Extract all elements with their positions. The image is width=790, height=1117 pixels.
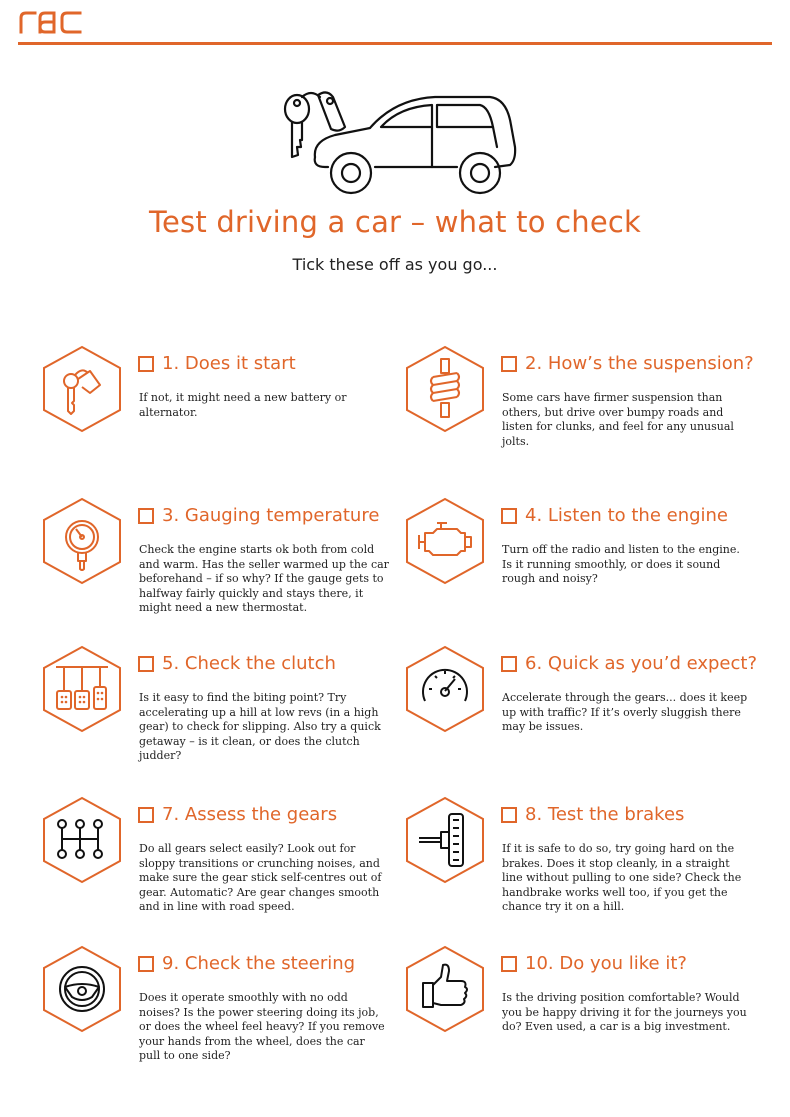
checkbox[interactable] (138, 956, 154, 972)
checklist-item-6 (405, 645, 785, 745)
checklist-item-3 (42, 497, 422, 627)
temperature-gauge-icon (42, 497, 122, 585)
item-heading: 6. Quick as you’d expect? (525, 653, 758, 674)
checkbox[interactable] (501, 656, 517, 672)
checkbox[interactable] (138, 656, 154, 672)
checkbox[interactable] (501, 807, 517, 823)
thumbs-up-icon (405, 945, 485, 1033)
item-body: Is it easy to find the biting point? Try accelerating up a hill at low revs (in a high gear) to check for slipping. Also try a quick getaway – is it clean, or does the clutch judder? (139, 691, 381, 762)
rac-logo (18, 8, 84, 36)
item-body: Some cars have firmer suspension than others, but drive over bumpy roads and listen for clunks, and feel for any unusual jolts. (502, 391, 734, 448)
item-heading: 5. Check the clutch (162, 653, 336, 674)
checklist-item-7 (42, 796, 422, 926)
steering-wheel-icon (42, 945, 122, 1033)
item-heading: 7. Assess the gears (162, 804, 338, 825)
item-body: If it is safe to do so, try going hard on the brakes. Does it stop cleanly, in a straight line without pulling to one side? Check the handbrake works well too, if you get the chance try it on a hill. (502, 842, 742, 913)
pedals-icon (42, 645, 122, 733)
page-subtitle: Tick these off as you go... (292, 255, 498, 274)
gear-stick-icon (42, 796, 122, 884)
page-title: Test driving a car – what to check (149, 205, 641, 239)
checklist-item-1 (42, 345, 422, 445)
checklist-item-8 (405, 796, 785, 936)
item-body: Do all gears select easily? Look out for sloppy transitions or crunching noises, and make sure the gear stick self-centres out of gear. Automatic? Are gear changes smooth and in line with road speed. (139, 842, 382, 913)
checkbox[interactable] (138, 508, 154, 524)
checkbox[interactable] (501, 356, 517, 372)
checkbox[interactable] (501, 956, 517, 972)
item-body: Accelerate through the gears... does it keep up with traffic? If it’s overly sluggish there may be issues. (502, 691, 748, 733)
checklist-item-10 (405, 945, 785, 1055)
checkbox[interactable] (138, 356, 154, 372)
engine-icon (405, 497, 485, 585)
item-heading: 4. Listen to the engine (525, 505, 729, 526)
car-with-keys-icon (275, 85, 520, 200)
item-body: Does it operate smoothly with no odd noises? Is the power steering doing its job, or does the wheel feel heavy? If you remove your hands from the wheel, does the car pull to one side? (139, 991, 385, 1062)
brake-disc-icon (405, 796, 485, 884)
checklist-item-5 (42, 645, 422, 775)
car-keys-icon (42, 345, 122, 433)
item-heading: 1. Does it start (162, 353, 296, 374)
suspension-spring-icon (405, 345, 485, 433)
header-rule (18, 42, 772, 45)
checklist-item-9 (42, 945, 422, 1075)
checkbox[interactable] (501, 508, 517, 524)
checklist-item-2 (405, 345, 785, 448)
item-body: Is the driving position comfortable? Would you be happy driving it for the journeys you do? Even used, a car is a big investment. (502, 991, 747, 1033)
item-heading: 2. How’s the suspension? (525, 353, 754, 374)
checkbox[interactable] (138, 807, 154, 823)
checklist-item-4 (405, 497, 785, 597)
item-heading: 8. Test the brakes (525, 804, 685, 825)
speedometer-icon (405, 645, 485, 733)
item-body: Turn off the radio and listen to the engine. Is it running smoothly, or does it sound rough and noisy? (502, 543, 740, 585)
item-heading: 10. Do you like it? (525, 953, 687, 974)
item-heading: 3. Gauging temperature (162, 505, 380, 526)
item-heading: 9. Check the steering (162, 953, 356, 974)
item-body: Check the engine starts ok both from cold and warm. Has the seller warmed up the car beforehand – if so why? If the gauge gets to halfway fairly quickly and stays there, it might need a new thermostat. (139, 543, 389, 614)
item-body: If not, it might need a new battery or alternator. (139, 391, 347, 419)
